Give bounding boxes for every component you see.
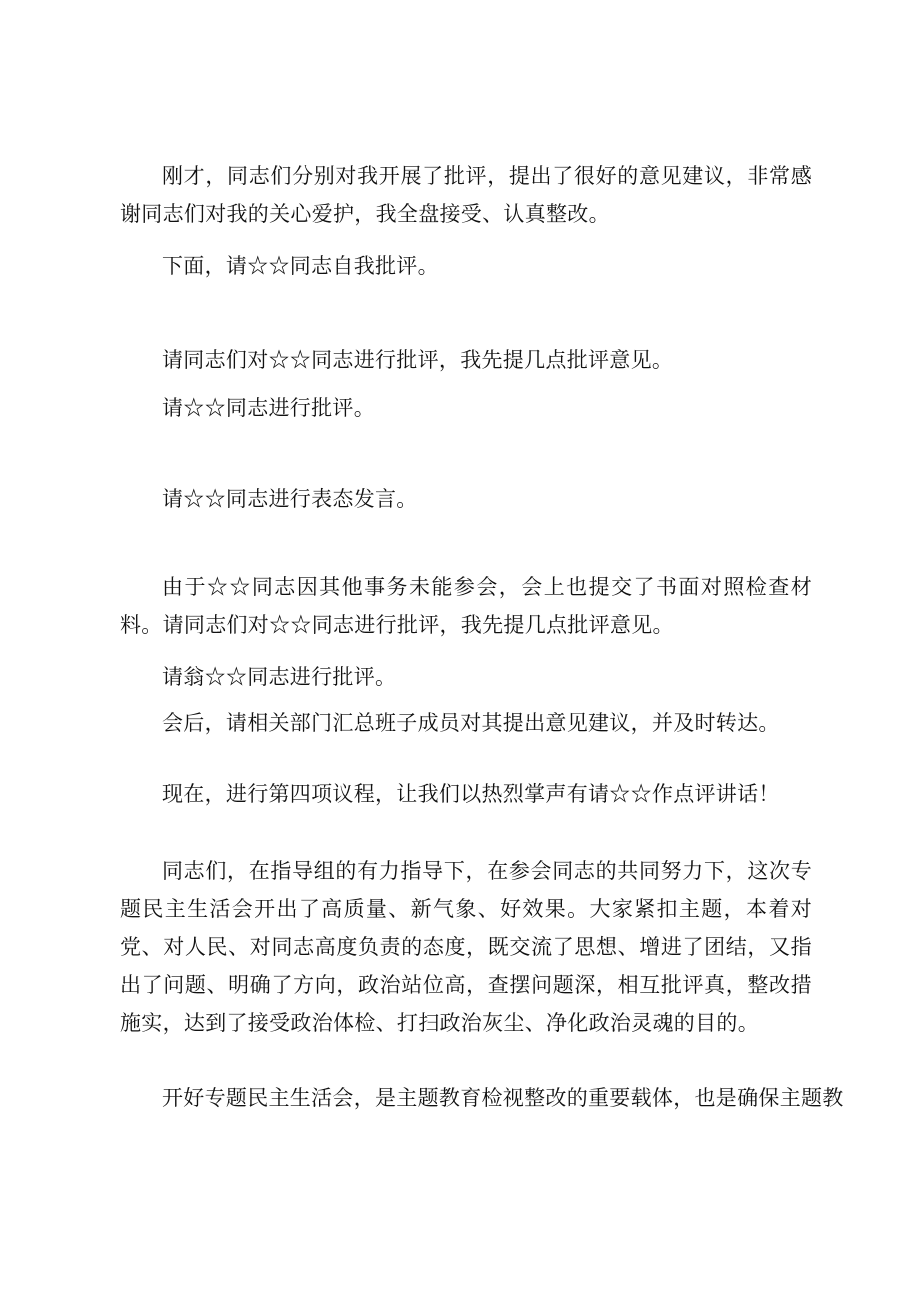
paragraph-absent-member: 由于☆☆同志因其他事务未能参会，会上也提交了书面对照检查材料。请同志们对☆☆同志进行批评，我先提几点批评意见。 xyxy=(120,575,812,637)
paragraph-summary: 同志们，在指导组的有力指导下，在参会同志的共同努力下，这次专题民主生活会开出了高质量、新气象、好效果。大家紧扣主题，本着对党、对人民、对同志高度负责的态度，既交流了思想、增进了团结，又指出了问题、明确了方向，政治站位高，查摆问题深，相互批评真，整改措施实，达到了接受政治体检、打扫政治灰尘、净化政治灵魂的目的。 xyxy=(120,859,812,1035)
paragraph-criticism-thanks: 刚才，同志们分别对我开展了批评，提出了很好的意见建议，非常感谢同志们对我的关心爱护，我全盘接受、认真整改。 xyxy=(120,164,812,226)
paragraph-significance: 开好专题民主生活会，是主题教育检视整改的重要载体，也是确保主题教 xyxy=(162,1086,844,1110)
paragraph-criticism-request-2: 请☆☆同志进行批评。 xyxy=(162,396,375,420)
paragraph-statement-request: 请☆☆同志进行表态发言。 xyxy=(162,487,418,511)
paragraph-criticism-request-1: 请同志们对☆☆同志进行批评，我先提几点批评意见。 xyxy=(162,348,674,372)
paragraph-self-criticism-request: 下面，请☆☆同志自我批评。 xyxy=(162,254,439,278)
paragraph-agenda-four: 现在，进行第四项议程，让我们以热烈掌声有请☆☆作点评讲话！ xyxy=(162,782,780,806)
paragraph-criticism-request-3: 请翁☆☆同志进行批评。 xyxy=(162,665,397,689)
paragraph-after-meeting: 会后，请相关部门汇总班子成员对其提出意见建议，并及时转达。 xyxy=(162,711,780,735)
